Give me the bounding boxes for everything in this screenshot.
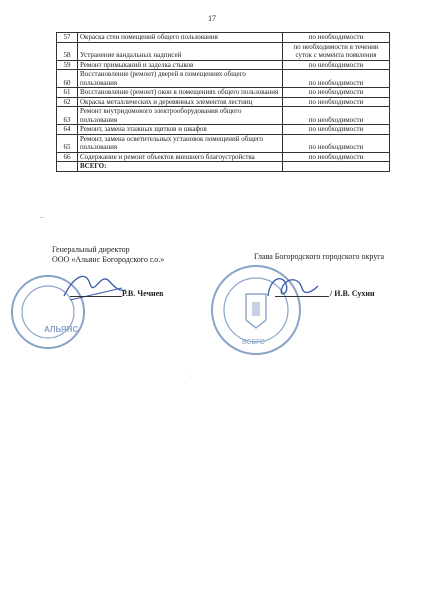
- row-description: Содержание и ремонт объектов внешнего благоустройства: [78, 152, 283, 162]
- row-frequency: по необходимости: [283, 33, 390, 43]
- total-num-cell: [57, 162, 78, 172]
- row-number: 60: [57, 70, 78, 88]
- stamp-right-text: ВСЕГО: [242, 339, 266, 346]
- row-frequency: по необходимости: [283, 88, 390, 98]
- total-freq-cell: [283, 162, 390, 172]
- row-number: 57: [57, 33, 78, 43]
- works-table-body: [57, 33, 390, 162]
- right-signatory-title: Глава Богородского городского округа: [254, 252, 385, 261]
- signature-right-icon: [262, 268, 322, 308]
- row-number: 58: [57, 42, 78, 60]
- row-number: 65: [57, 134, 78, 152]
- row-description: Ремонт примыканий и заделка стыков: [78, 60, 283, 70]
- row-description: Ремонт, замена этажных щитков и шкафов: [78, 125, 283, 135]
- left-signatory-title: Генеральный директор: [52, 245, 130, 254]
- row-description: Восстановление (ремонт) окон в помещениях общего пользования: [78, 88, 283, 98]
- row-number: 63: [57, 107, 78, 125]
- table-row: [57, 88, 390, 98]
- row-frequency: по необходимости: [283, 107, 390, 125]
- total-label: ВСЕГО:: [78, 162, 283, 172]
- table-row: [57, 152, 390, 162]
- signature-left-icon: [60, 266, 130, 306]
- row-frequency: по необходимости: [283, 60, 390, 70]
- row-description: Восстановление (ремонт) дверей в помещениях общего пользования: [78, 70, 283, 88]
- row-number: 61: [57, 88, 78, 98]
- right-signatory-name: / И.В. Сухин: [330, 289, 375, 298]
- table-row: [57, 134, 390, 152]
- scan-speck: ·: [190, 372, 193, 381]
- row-number: 66: [57, 152, 78, 162]
- row-description: Устранение вандальных надписей: [78, 42, 283, 60]
- table-row: [57, 97, 390, 107]
- row-number: 64: [57, 125, 78, 135]
- works-table: [56, 32, 390, 172]
- row-frequency: по необходимости: [283, 152, 390, 162]
- row-frequency: по необходимости: [283, 125, 390, 135]
- left-signature-line: [70, 296, 122, 297]
- row-frequency: по необходимости: [283, 134, 390, 152]
- page-number: 17: [208, 14, 216, 23]
- left-signatory-name: Р.В. Чечнев: [122, 289, 164, 298]
- table-row: [57, 60, 390, 70]
- row-number: 62: [57, 97, 78, 107]
- total-row: [57, 162, 390, 172]
- row-number: 59: [57, 60, 78, 70]
- table-row: [57, 33, 390, 43]
- table-row: [57, 107, 390, 125]
- table-row: [57, 70, 390, 88]
- margin-mark: –: [40, 212, 44, 221]
- table-row: [57, 42, 390, 60]
- row-frequency: по необходимости: [283, 97, 390, 107]
- row-frequency: по необходимости в течении суток с момента появления: [283, 42, 390, 60]
- row-description: Окраска стен помещений общего пользования: [78, 33, 283, 43]
- row-frequency: по необходимости: [283, 70, 390, 88]
- row-description: Ремонт внутридомового электрооборудования общего пользования: [78, 107, 283, 125]
- table-row: [57, 125, 390, 135]
- left-signatory-org: ООО «Альянс Богородского г.о.»: [52, 255, 165, 264]
- stamp-left-text: АЛЬЯНС: [44, 325, 79, 334]
- row-description: Ремонт, замена осветительных установок помещений общего пользования: [78, 134, 283, 152]
- left-signatory-block: [52, 245, 164, 265]
- row-description: Окраска металлических и деревянных элементов лестниц: [78, 97, 283, 107]
- right-signature-line: [275, 296, 329, 297]
